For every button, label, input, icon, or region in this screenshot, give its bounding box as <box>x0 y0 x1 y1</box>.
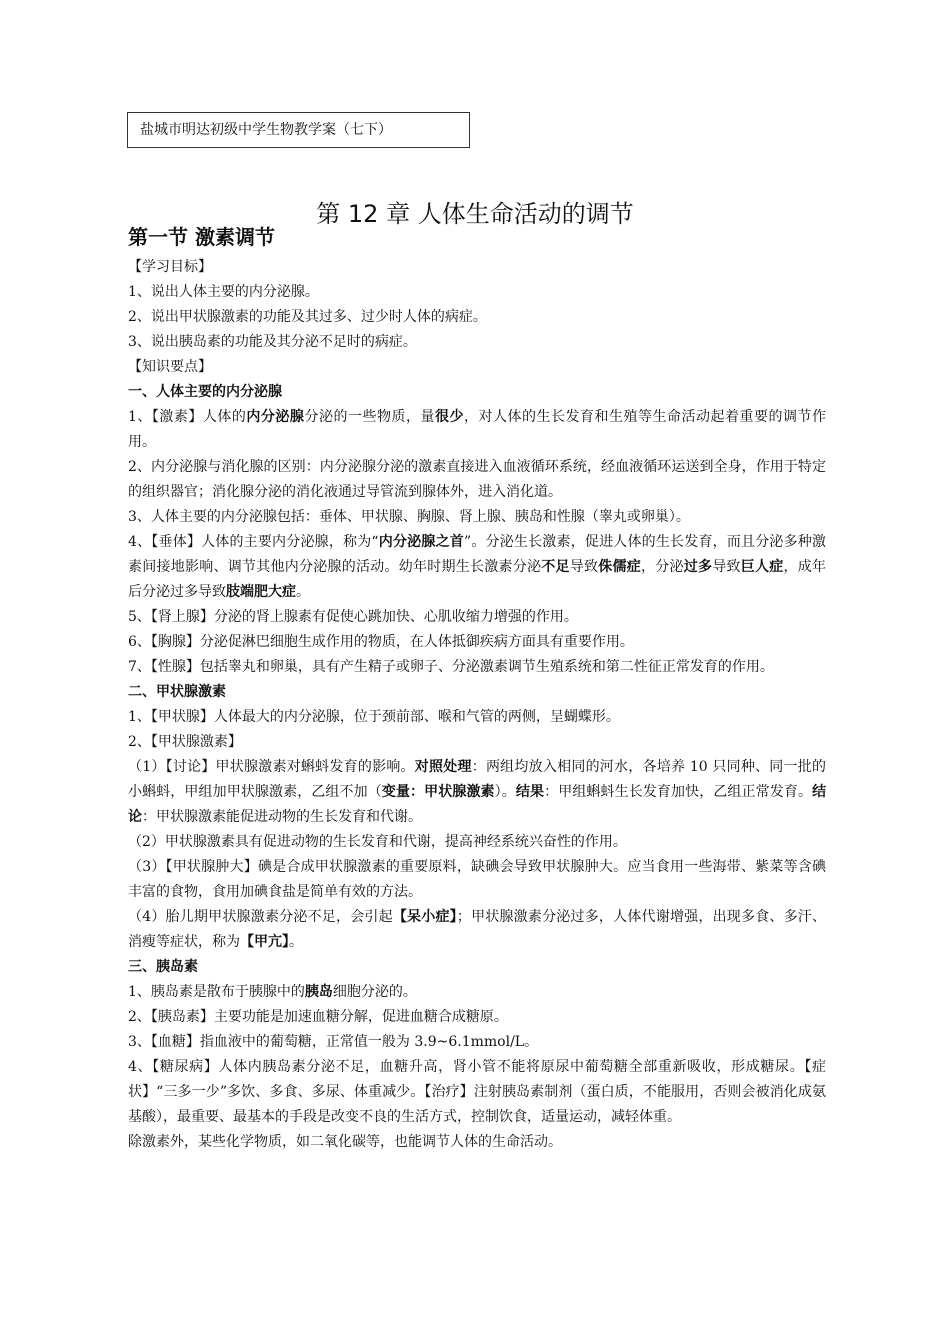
part1-paragraph-3: 3、人体主要的内分泌腺包括：垂体、甲状腺、胸腺、肾上腺、胰岛和性腺（睾丸或卵巢）。 <box>128 509 690 525</box>
objective-item: 3、说出胰岛素的功能及其分泌不足时的病症。 <box>128 334 417 350</box>
part3-heading: 三、胰岛素 <box>128 959 198 975</box>
part2-subitem-2: （2）甲状腺激素具有促进动物的生长发育和代谢，提高神经系统兴奋性的作用。 <box>128 834 627 850</box>
objective-item: 1、说出人体主要的内分泌腺。 <box>128 284 319 300</box>
objective-item: 2、说出甲状腺激素的功能及其过多、过少时人体的病症。 <box>128 309 487 325</box>
chapter-title: 第 12 章 人体生命活动的调节 <box>316 200 634 229</box>
part1-paragraph-7: 7、【性腺】包括睾丸和卵巢，具有产生精子或卵子、分泌激素调节生殖系统和第二性征正常发育的作用。 <box>128 659 774 675</box>
part1-paragraph-1: 1、【激素】人体的内分泌腺分泌的一些物质，量很少，对人体的生长发育和生殖等生命活动起着重要的调节作用。 <box>128 409 827 450</box>
part3-paragraph-2: 2、【胰岛素】主要功能是加速血糖分解，促进血糖合成糖原。 <box>128 1009 508 1025</box>
part1-paragraph-4: 4、【垂体】人体的主要内分泌腺，称为“内分泌腺之首”。分泌生长激素，促进人体的生长发育，而且分泌多种激素间接地影响、调节其他内分泌腺的活动。幼年时期生长激素分泌不足导致侏儒症，分泌过多导致巨人症，成年后分泌过多导致肢端肥大症。 <box>128 534 827 600</box>
part2-paragraph-2: 2、【甲状腺激素】 <box>128 734 242 750</box>
header-box <box>127 112 470 148</box>
objectives-heading: 【学习目标】 <box>128 259 212 275</box>
part2-heading: 二、甲状腺激素 <box>128 684 226 700</box>
part3-paragraph-3: 3、【血糖】指血液中的葡萄糖，正常值一般为 3.9~6.1mmol/L。 <box>128 1034 539 1050</box>
document-content <box>128 221 826 1155</box>
header-box-text: 盐城市明达初级中学生物教学案（七下） <box>140 122 392 138</box>
part2-paragraph-1: 1、【甲状腺】人体最大的内分泌腺，位于颈前部、喉和气管的两侧，呈蝴蝶形。 <box>128 709 620 725</box>
part1-paragraph-5: 5、【肾上腺】分泌的肾上腺素有促使心跳加快、心肌收缩力增强的作用。 <box>128 609 578 625</box>
part2-subitem-3: （3）【甲状腺肿大】碘是合成甲状腺激素的重要原料，缺碘会导致甲状腺肿大。应当食用一些海带、紫菜等含碘丰富的食物，食用加碘食盐是简单有效的方法。 <box>128 859 826 900</box>
part3-paragraph-1: 1、胰岛素是散布于胰腺中的胰岛细胞分泌的。 <box>128 984 417 1000</box>
part3-paragraph-5: 除激素外，某些化学物质，如二氧化碳等，也能调节人体的生命活动。 <box>128 1134 562 1150</box>
part1-paragraph-2: 2、内分泌腺与消化腺的区别：内分泌腺分泌的激素直接进入血液循环系统，经血液循环运送到全身，作用于特定的组织器官；消化腺分泌的消化液通过导管流到腺体外，进入消化道。 <box>128 459 826 500</box>
part2-subitem-1: （1）【讨论】甲状腺激素对蝌蚪发育的影响。对照处理：两组均放入相同的河水，各培养 10 只同种、同一批的小蝌蚪，甲组加甲状腺激素，乙组不加（变量：甲状腺激素）。结果：甲组蝌蚪生长发育加快，乙组正常发育。结论：甲状腺激素能促进动物的生长发育和代谢。 <box>128 759 827 825</box>
part2-subitem-4: （4）胎儿期甲状腺激素分泌不足，会引起【呆小症】；甲状腺激素分泌过多，人体代谢增强，出现多食、多汗、消瘦等症状，称为【甲亢】。 <box>128 909 827 950</box>
section-title: 第一节 激素调节 <box>128 225 275 249</box>
part1-paragraph-6: 6、【胸腺】分泌促淋巴细胞生成作用的物质，在人体抵御疾病方面具有重要作用。 <box>128 634 634 650</box>
knowledge-heading: 【知识要点】 <box>128 359 212 375</box>
part1-heading: 一、人体主要的内分泌腺 <box>128 384 282 400</box>
part3-paragraph-4: 4、【糖尿病】人体内胰岛素分泌不足，血糖升高，肾小管不能将原尿中葡萄糖全部重新吸收，形成糖尿。【症状】“三多一少”多饮、多食、多尿、体重减少。【治疗】注射胰岛素制剂（蛋白质，不能服用，否则会被消化成氨基酸），最重要、最基本的手段是改变不良的生活方式，控制饮食，适量运动，减轻体重。 <box>128 1059 826 1125</box>
